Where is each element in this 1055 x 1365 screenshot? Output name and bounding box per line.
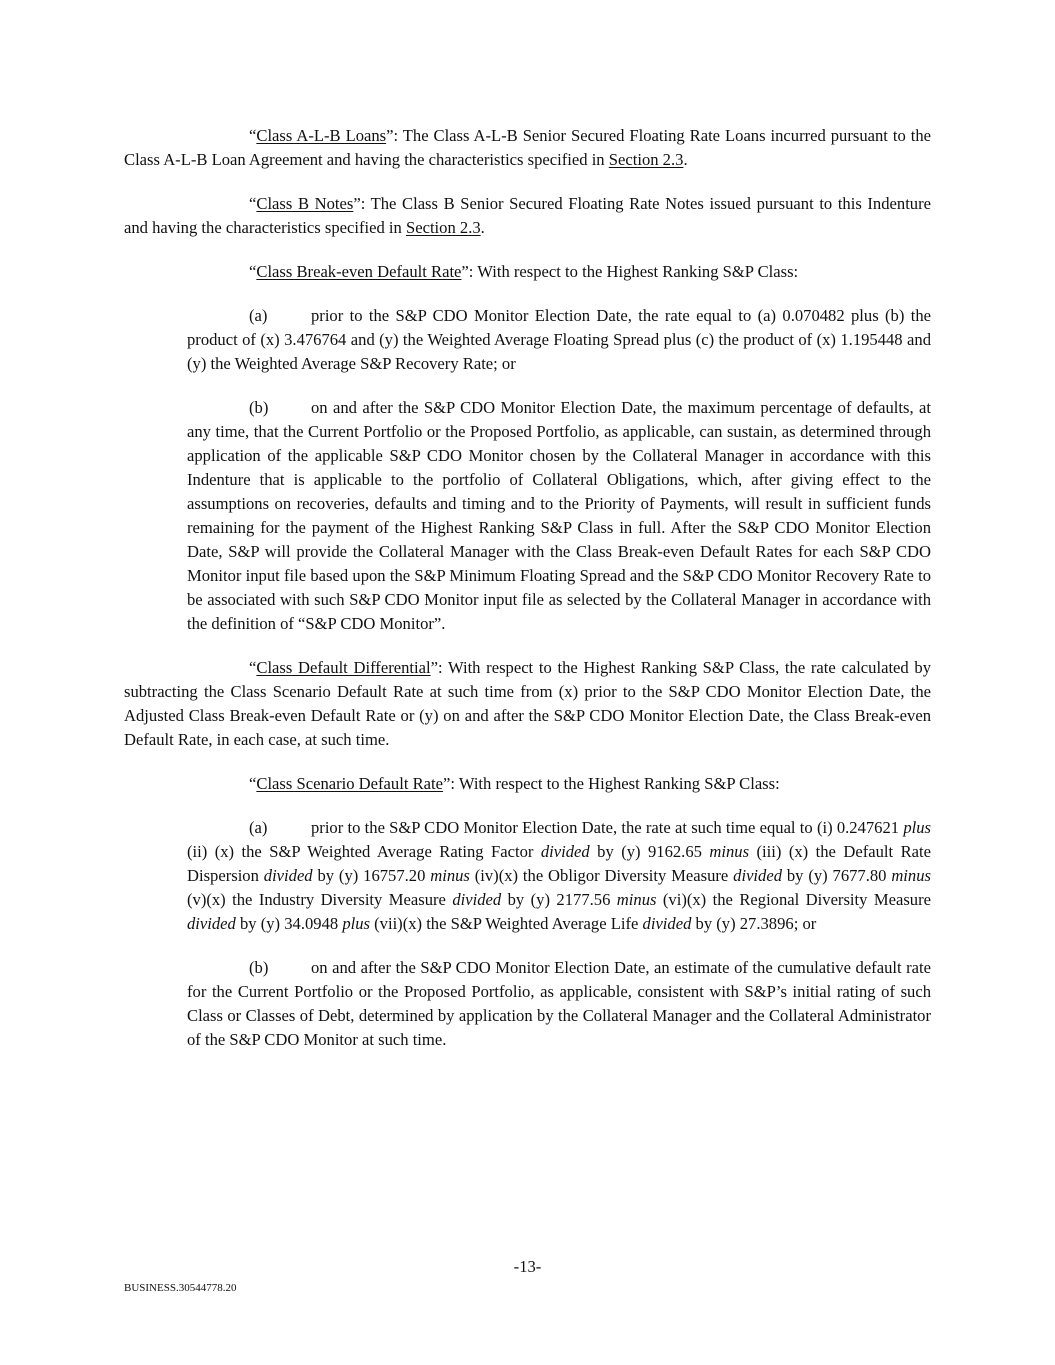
quote: “ bbox=[249, 262, 257, 281]
operator: minus bbox=[891, 866, 931, 885]
quote: “ bbox=[249, 126, 257, 145]
period: . bbox=[683, 150, 688, 169]
operator: divided bbox=[187, 914, 236, 933]
clause-a bbox=[187, 304, 931, 376]
operator: plus bbox=[342, 914, 370, 933]
definition-class-default-differential bbox=[124, 656, 931, 752]
definition-text: ”: The Class B Senior Secured Floating Rate Notes issued pursuant to this Indenture and having the characteristics specified in bbox=[124, 194, 931, 237]
quote: “ bbox=[249, 658, 257, 677]
clause-label: (b) bbox=[249, 958, 269, 977]
definition-class-a-l-b-loans bbox=[124, 124, 931, 172]
quote: “ bbox=[249, 194, 257, 213]
clause-text: by (y) 9162.65 bbox=[589, 842, 710, 861]
defined-term: Class Break-even Default Rate bbox=[256, 262, 462, 281]
operator: divided bbox=[733, 866, 782, 885]
clause-label: (a) bbox=[249, 818, 268, 837]
definition-text: ”: The Class A-L-B Senior Secured Floating Rate Loans incurred pursuant to the Class A-L-B Loan Agreement and having the characteristics specified in bbox=[124, 126, 931, 169]
clause-text: by (y) 7677.80 bbox=[782, 866, 892, 885]
definition-text: ”: With respect to the Highest Ranking S&P Class: bbox=[461, 262, 799, 281]
clause-text: (iii) (x) the Default Rate Dispersion bbox=[187, 842, 931, 885]
period: . bbox=[480, 218, 485, 237]
clause-b bbox=[187, 956, 931, 1052]
operator: divided bbox=[263, 866, 313, 885]
clause-b bbox=[187, 396, 931, 636]
defined-term: Class Scenario Default Rate bbox=[256, 774, 443, 793]
defined-term: Class B Notes bbox=[256, 194, 354, 213]
operator: divided bbox=[452, 890, 502, 909]
operator: minus bbox=[709, 842, 750, 861]
operator: divided bbox=[642, 914, 692, 933]
clause-text: (ii) (x) the S&P Weighted Average Rating Factor bbox=[187, 842, 541, 861]
definition-class-b-notes bbox=[124, 192, 931, 240]
page-number: -13- bbox=[513, 1257, 542, 1276]
section-reference: Section 2.3 bbox=[608, 150, 684, 169]
operator: minus bbox=[430, 866, 470, 885]
definition-text: ”: With respect to the Highest Ranking S&P Class: bbox=[443, 774, 780, 793]
defined-term: Class Default Differential bbox=[256, 658, 431, 677]
defined-term: Class A-L-B Loans bbox=[256, 126, 387, 145]
definition-class-scenario-default-rate bbox=[124, 772, 931, 796]
document-id-footer: BUSINESS.30544778.20 bbox=[124, 1282, 237, 1294]
document-page bbox=[124, 124, 931, 1072]
clause-text: (v)(x) the Industry Diversity Measure bbox=[187, 890, 453, 909]
section-reference: Section 2.3 bbox=[405, 218, 481, 237]
clause-text: (vii)(x) the S&P Weighted Average Life bbox=[369, 914, 643, 933]
clause-text: by (y) 27.3896; or bbox=[691, 914, 817, 933]
clause-text: on and after the S&P CDO Monitor Election Date, the maximum percentage of defaults, at any time, that the Current Portfolio or the Proposed Portfolio, as applicable, can sustain, as determined through application of the applicable S&P CDO Monitor chosen by the Collateral Manager in accordance with this Indenture that is applicable to the portfolio of Collateral Obligations, which, after giving effect to the assumptions on recoveries, defaults and timing and to the Priority of Payments, will result in sufficient funds remaining for the payment of the Highest Ranking S&P Class in full. After the S&P CDO Monitor Election Date, S&P will provide the Collateral Manager with the Class Break-even Default Rates for each S&P CDO Monitor input file based upon the S&P Minimum Floating Spread and the S&P CDO Monitor Recovery Rate to be associated with such S&P CDO Monitor input file as selected by the Collateral Manager in accordance with the definition of “S&P CDO Monitor”. bbox=[187, 398, 931, 633]
clause-text: by (y) 2177.56 bbox=[501, 890, 617, 909]
operator: plus bbox=[903, 818, 931, 837]
clause-a bbox=[187, 816, 931, 936]
clause-text: (iv)(x) the Obligor Diversity Measure bbox=[469, 866, 734, 885]
definition-text: ”: With respect to the Highest Ranking S&P Class, the rate calculated by subtracting the Class Scenario Default Rate at such time from (x) prior to the S&P CDO Monitor Election Date, the Adjusted Class Break-even Default Rate or (y) on and after the S&P CDO Monitor Election Date, the Class Break-even Default Rate, in each case, at such time. bbox=[124, 658, 932, 749]
clause-text: by (y) 16757.20 bbox=[312, 866, 431, 885]
clause-text: prior to the S&P CDO Monitor Election Date, the rate at such time equal to (i) 0.247621 bbox=[311, 818, 904, 837]
quote: “ bbox=[249, 774, 257, 793]
clause-text: by (y) 34.0948 bbox=[235, 914, 343, 933]
operator: minus bbox=[616, 890, 657, 909]
clause-label: (b) bbox=[249, 398, 269, 417]
clause-text: prior to the S&P CDO Monitor Election Date, the rate equal to (a) 0.070482 plus (b) the product of (x) 3.476764 and (y) the Weighted Average Floating Spread plus (c) the product of (x) 1.195448 and (y) the Weighted Average S&P Recovery Rate; or bbox=[187, 306, 931, 373]
clause-text: (vi)(x) the Regional Diversity Measure bbox=[656, 890, 931, 909]
clause-text: on and after the S&P CDO Monitor Election Date, an estimate of the cumulative default rate for the Current Portfolio or the Proposed Portfolio, as applicable, consistent with S&P’s initial rating of such Class or Classes of Debt, determined by application by the Collateral Manager and the Collateral Administrator of the S&P CDO Monitor at such time. bbox=[187, 958, 931, 1049]
definition-class-break-even-default-rate bbox=[124, 260, 931, 284]
operator: divided bbox=[540, 842, 590, 861]
clause-label: (a) bbox=[249, 306, 268, 325]
